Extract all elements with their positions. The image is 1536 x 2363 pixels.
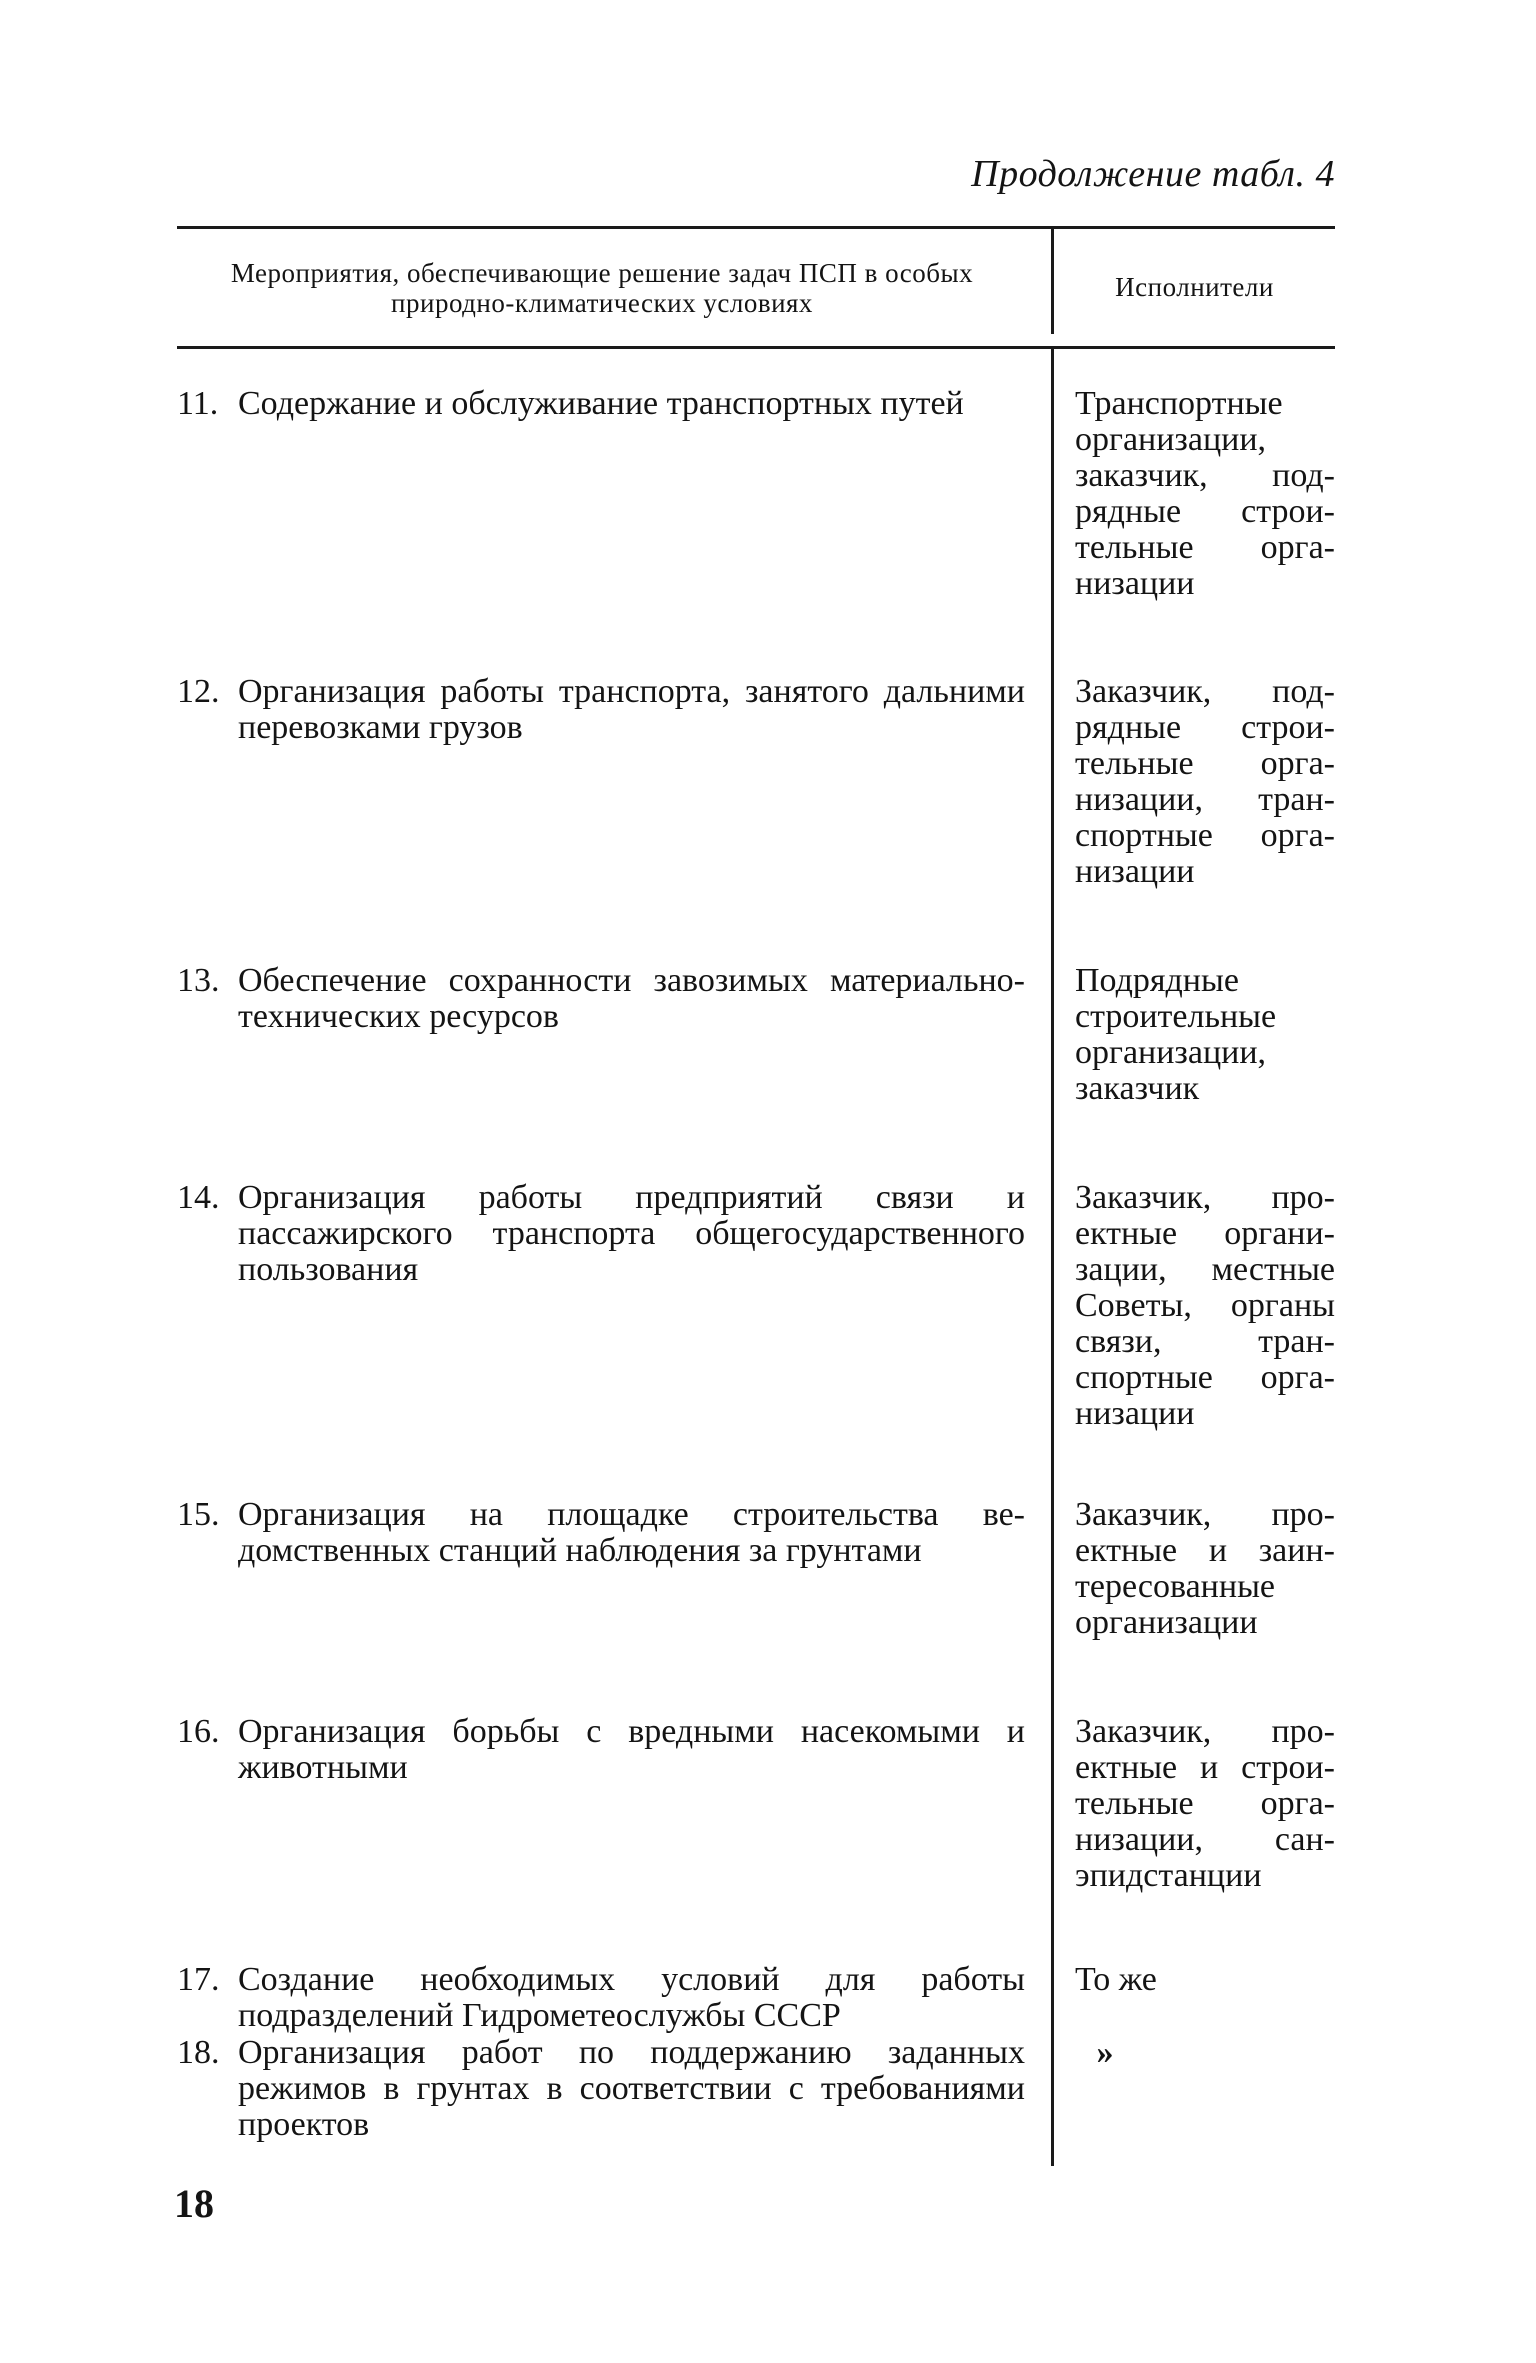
row-executors: Заказчик, проектные организации, местные Советы, органы связи, транспортные организации xyxy=(1075,1179,1335,1432)
row-executors: Заказчик, проектные и строительные организации, санэпидстанции xyxy=(1075,1713,1335,1894)
row-number: 17. xyxy=(177,1961,220,1998)
header-measures: Мероприятия, обеспечивающие решение задач ПСП в особых природно-климатических условиях xyxy=(230,258,974,318)
row-executors: Заказчик, проектные и заинтересованные организации xyxy=(1075,1496,1335,1641)
row-measure: Организация работы предприятий связи и пассажирского транспорта общегосударственного пользования xyxy=(238,1179,1025,1288)
row-measure: Организация работ по поддержанию заданных режимов в грунтах в соответствии с требованиями проектов xyxy=(238,2034,1025,2143)
row-measure: Организация на площадке строительства ведомственных станций наблюдения за грунтами xyxy=(238,1496,1025,1569)
row-measure: Организация работы транспорта, занятого дальними перевозками грузов xyxy=(238,673,1025,746)
row-number: 13. xyxy=(177,962,220,999)
header-top-rule xyxy=(177,226,1335,229)
row-number: 16. xyxy=(177,1713,220,1750)
row-number: 18. xyxy=(177,2034,220,2071)
header-executors: Исполнители xyxy=(1115,272,1274,302)
row-number: 11. xyxy=(177,385,219,422)
row-number: 15. xyxy=(177,1496,220,1533)
header-bottom-rule xyxy=(177,346,1335,349)
row-measure: Содержание и обслуживание транспортных путей xyxy=(238,385,964,422)
row-executors: Подрядные строительные организации, заказчик xyxy=(1075,962,1277,1107)
row-measure: Организация борьбы с вредными насекомыми и животными xyxy=(238,1713,1025,1786)
row-executors-ditto: » xyxy=(1096,2034,1114,2071)
row-number: 12. xyxy=(177,673,220,710)
page-number: 18 xyxy=(174,2181,214,2226)
row-measure: Обеспечение сохранности завозимых материально-технических ресурсов xyxy=(238,962,1025,1035)
table-caption: Продолжение табл. 4 xyxy=(971,153,1335,195)
row-executors: Заказчик, подрядные строительные организации, транспортные организации xyxy=(1075,673,1335,890)
body-column-divider xyxy=(1051,348,1054,2166)
row-executors: Транспортные организации, заказчик, подрядные строительные организации xyxy=(1075,385,1335,602)
row-number: 14. xyxy=(177,1179,220,1216)
row-executors: То же xyxy=(1075,1961,1157,1998)
row-measure: Создание необходимых условий для работы подразделений Гидрометеослужбы СССР xyxy=(238,1961,1025,2034)
